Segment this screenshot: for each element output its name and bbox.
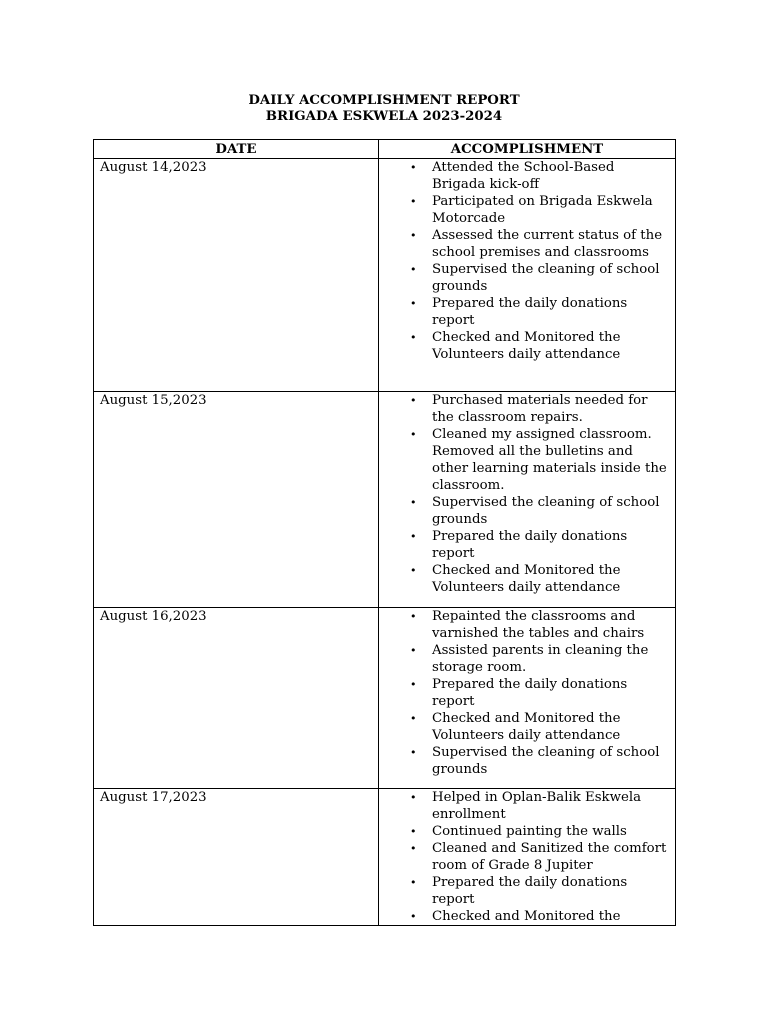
list-item: • Assessed the current status of the school premises and classrooms bbox=[379, 227, 669, 261]
list-item: • Supervised the cleaning of school grounds bbox=[379, 744, 669, 778]
date-cell: August 15,2023 bbox=[94, 392, 379, 608]
accomplishment-list bbox=[379, 159, 669, 363]
table-row bbox=[94, 159, 676, 392]
accomplishment-cell bbox=[379, 608, 676, 789]
date-column-header: DATE bbox=[94, 140, 379, 159]
accomplishment-cell bbox=[379, 159, 676, 392]
table-row bbox=[94, 608, 676, 789]
list-item: • Supervised the cleaning of school grounds bbox=[379, 261, 669, 295]
list-item: • Assisted parents in cleaning the storage room. bbox=[379, 642, 669, 676]
date-cell: August 17,2023 bbox=[94, 789, 379, 926]
list-item: • Checked and Monitored the Volunteers daily attendance bbox=[379, 329, 669, 363]
table-row bbox=[94, 789, 676, 926]
list-item: • Prepared the daily donations report bbox=[379, 676, 669, 710]
list-item: • Checked and Monitored the Volunteers daily attendance bbox=[379, 562, 669, 596]
list-item: • Supervised the cleaning of school grounds bbox=[379, 494, 669, 528]
date-cell: August 16,2023 bbox=[94, 608, 379, 789]
accomplishment-table bbox=[93, 139, 676, 926]
list-item: • Checked and Monitored the bbox=[379, 908, 669, 925]
report-subtitle: BRIGADA ESKWELA 2023-2024 bbox=[265, 109, 503, 124]
list-item: • Purchased materials needed for the classroom repairs. bbox=[379, 392, 669, 426]
report-title-block bbox=[0, 93, 768, 125]
list-item: • Helped in Oplan-Balik Eskwela enrollment bbox=[379, 789, 669, 823]
list-item: • Prepared the daily donations report bbox=[379, 295, 669, 329]
list-item: • Repainted the classrooms and varnished the tables and chairs bbox=[379, 608, 669, 642]
accomplishment-cell bbox=[379, 789, 676, 926]
table-header-row bbox=[94, 140, 676, 159]
accomplishment-list bbox=[379, 392, 669, 596]
accomplishment-list bbox=[379, 789, 669, 925]
list-item: • Cleaned and Sanitized the comfort room of Grade 8 Jupiter bbox=[379, 840, 669, 874]
accomplishment-column-header: ACCOMPLISHMENT bbox=[379, 140, 676, 159]
list-item: • Participated on Brigada Eskwela Motorcade bbox=[379, 193, 669, 227]
list-item: • Checked and Monitored the Volunteers daily attendance bbox=[379, 710, 669, 744]
list-item: • Prepared the daily donations report bbox=[379, 528, 669, 562]
list-item: • Attended the School-Based Brigada kick-off bbox=[379, 159, 669, 193]
report-title: DAILY ACCOMPLISHMENT REPORT bbox=[248, 93, 520, 108]
date-cell: August 14,2023 bbox=[94, 159, 379, 392]
accomplishment-list bbox=[379, 608, 669, 778]
list-item: • Prepared the daily donations report bbox=[379, 874, 669, 908]
table-row bbox=[94, 392, 676, 608]
list-item: • Continued painting the walls bbox=[379, 823, 669, 840]
list-item: • Cleaned my assigned classroom. Removed all the bulletins and other learning materials inside the classroom. bbox=[379, 426, 669, 494]
accomplishment-cell bbox=[379, 392, 676, 608]
